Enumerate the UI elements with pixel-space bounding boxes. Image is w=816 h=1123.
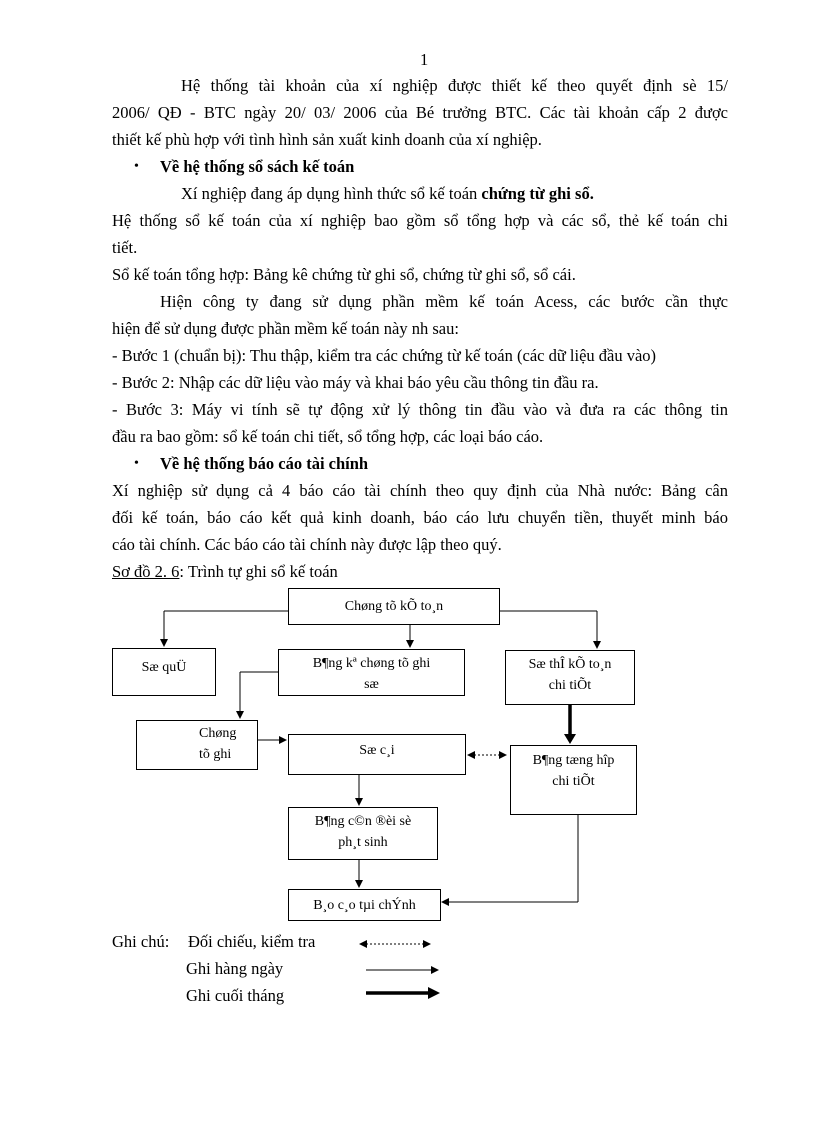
box-accounting-vouchers: Chøng tõ kÕ to¸n [288,588,500,625]
box-trial-balance: B¶ng c©n ®èi sè ph¸t sinh [288,807,438,860]
box-detail-ledgers: Sæ thÎ kÕ to¸n chi tiÕt [505,650,635,705]
intro-line-3: thiết kế phù hợp với tình hình sản xuất kinh doanh của xí nghiệp. [112,130,542,149]
intro-line-1: Hệ thống tài khoản của xí nghiệp được thiết kế theo quyết định sè 15/ [181,76,728,95]
step-3-line-2: đầu ra bao gồm: sổ kế toán chi tiết, sổ tổng hợp, các loại báo cáo. [112,427,544,446]
step-2: - Bước 2: Nhập các dữ liệu vào máy và khai báo yêu cầu thông tin đầu ra. [112,373,599,392]
legend-daily: Ghi hàng ngày [186,959,284,978]
box-financial-reports: B¸o c¸o tµi chÝnh [288,889,441,921]
box-detail-summary: B¶ng tæng hîp chi tiÕt [510,745,637,815]
reports-line-1: Xí nghiệp sử dụng cả 4 báo cáo tài chính theo quy định của Nhà nước: Bảng cân [112,481,728,500]
arrow-head [564,734,576,744]
box-cash-book: Sæ quÜ [112,648,216,696]
reports-line-2: đối kế toán, báo cáo kết quả kinh doanh, báo cáo lưu chuyển tiền, thuyết minh báo [112,508,728,527]
legend-compare: Đối chiếu, kiểm tra [188,932,316,951]
bullet-icon: • [134,456,139,471]
box-voucher-list: B¶ng kª chøng tõ ghi sæ [278,649,465,696]
software-line-1: Hiện công ty đang sử dụng phần mềm kế toán Acess, các bước cần thực [160,292,728,311]
intro-line-2: 2006/ QĐ - BTC ngày 20/ 03/ 2006 của Bé trưởng BTC. Các tài khoản cấp 2 được [112,103,728,122]
books-para-2-line-2: tiết. [112,238,138,257]
books-para-2-line-1: Hệ thống sổ kế toán của xí nghiệp bao gồm sổ tổng hợp và các sổ, thẻ kế toán chi [112,211,728,230]
section-heading-reports: Về hệ thống báo cáo tài chính [160,454,369,473]
legend-thick-arrow-head [428,987,440,999]
software-line-2: hiện để sử dụng được phần mềm kế toán này nh sau: [112,319,459,338]
page-number: 1 [420,50,429,69]
diagram-caption: Sơ đồ 2. 6: Trình tự ghi sổ kế toán [112,562,338,581]
box-general-ledger: Sæ c¸i [288,734,466,775]
reports-line-3: cáo tài chính. Các báo cáo tài chính này được lập theo quý. [112,535,502,554]
box-recorded-voucher: Chøng tõ ghi [136,720,258,770]
step-1: - Bước 1 (chuẩn bị): Thu thập, kiểm tra các chứng từ kế toán (các dữ liệu đầu vào) [112,346,657,365]
legend-label: Ghi chú: [112,932,170,951]
books-summary: Sổ kế toán tổng hợp: Bảng kê chứng từ ghi sổ, chứng từ ghi sổ, sổ cái. [112,265,576,284]
step-3-line-1: - Bước 3: Máy vi tính sẽ tự động xử lý thông tin đầu vào và đưa ra các thông tin [112,400,728,419]
legend-month-end: Ghi cuối tháng [186,986,285,1005]
section-heading-books: Về hệ thống sổ sách kế toán [160,157,355,176]
bullet-icon: • [134,159,139,174]
books-line-1: Xí nghiệp đang áp dụng hình thức sổ kế toán chứng từ ghi sổ. [181,184,594,203]
